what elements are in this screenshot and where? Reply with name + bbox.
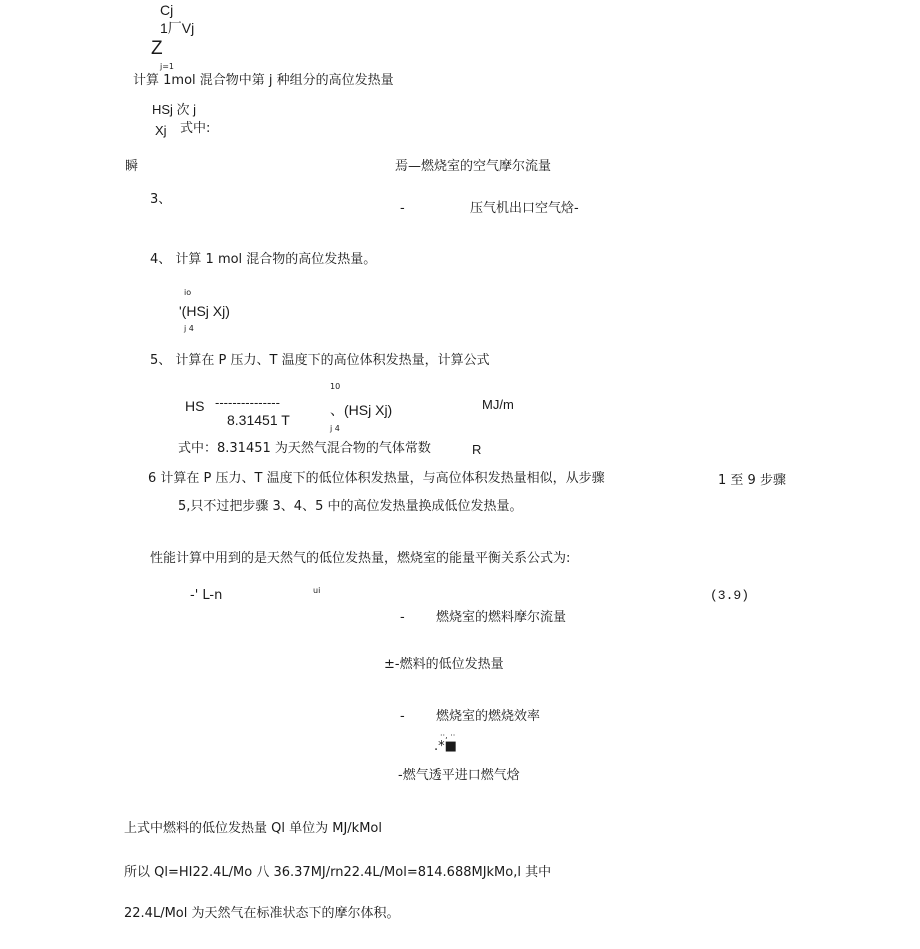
constant-r: R [472, 442, 482, 457]
where-label: 式中: [180, 121, 211, 136]
unit-line: 上式中燃料的低位发热量 Ql 单位为 MJ/kMol [124, 821, 382, 836]
step-4: 4、 计算 1 mol 混合物的高位发热量。 [150, 252, 377, 267]
step-3-number: 3、 [150, 192, 172, 207]
f5-sum-expression: 、(HSj Xj) [330, 402, 393, 418]
mark-glyph: .*■ [434, 739, 457, 754]
f5-unit: MJ/m [482, 397, 514, 412]
sum-upper-limit: io [184, 288, 192, 297]
f5-denominator: 8.31451 T [227, 412, 290, 428]
formula-v-j: 1厂Vj [160, 20, 195, 36]
step-6-right: 1 至 9 步骤 [718, 473, 786, 488]
step-5: 5、 计算在 P 压力、T 温度下的高位体积发热量，计算公式 [150, 353, 490, 368]
constant-note: 式中：8.31451 为天然气混合物的气体常数 [178, 441, 431, 456]
sum-expression: '(HSj Xj) [179, 303, 230, 319]
tiny-dots: ··, ·· [440, 731, 456, 740]
f5-upper-limit: 10 [330, 382, 341, 391]
formula-c-j: Cj [160, 2, 174, 18]
efficiency-desc: 燃烧室的燃烧效率 [436, 709, 541, 724]
calc-component-line: 计算 1mol 混合物中第 j 种组分的高位发热量 [133, 73, 394, 88]
sum-lower-limit: j 4 [184, 324, 194, 333]
sigma-lower-limit: j=1 [160, 62, 175, 71]
dash-3: - [400, 709, 405, 724]
compressor-desc: 压气机出口空气焓- [470, 201, 579, 216]
gas-enthalpy-desc: -燃气透平进口燃气焓 [398, 768, 520, 783]
molar-volume-line: 22.4L/Mol 为天然气在标准状态下的摩尔体积。 [124, 906, 400, 921]
equation-number: (3.9) [710, 588, 750, 603]
dash-1: - [400, 201, 405, 216]
air-flow-desc: 焉—燃烧室的空气摩尔流量 [395, 159, 552, 174]
lhv-desc: ±-燃料的低位发热量 [384, 657, 504, 672]
xj-label: Xj [155, 123, 167, 138]
sigma-symbol: Z [151, 38, 163, 59]
f5-fraction-line: --------------- [215, 395, 280, 410]
step-6-line-2: 5,只不过把步骤 3、4、5 中的高位发热量换成低位发热量。 [178, 499, 523, 514]
f5-hs: HS [185, 398, 205, 414]
equation-lhs: -' L-n [190, 588, 223, 603]
performance-line: 性能计算中用到的是天然气的低位发热量，燃烧室的能量平衡关系公式为: [150, 551, 571, 566]
hs-label: HSj 次 j [152, 102, 197, 117]
calculation-line: 所以 Ql=HI22.4L/Mo 八 36.37MJ/rn22.4L/Mol=814.688MJkMo,l 其中 [124, 865, 552, 880]
fuel-flow-desc: 燃烧室的燃料摩尔流量 [436, 610, 567, 625]
f5-lower-limit: j 4 [330, 424, 340, 433]
dash-2: - [400, 610, 405, 625]
step-6-line-1: 6 计算在 P 压力、T 温度下的低位体积发热量，与高位体积发热量相似，从步骤 [148, 471, 605, 486]
equation-ui: ui [313, 586, 321, 595]
left-char: 瞬 [125, 159, 139, 174]
